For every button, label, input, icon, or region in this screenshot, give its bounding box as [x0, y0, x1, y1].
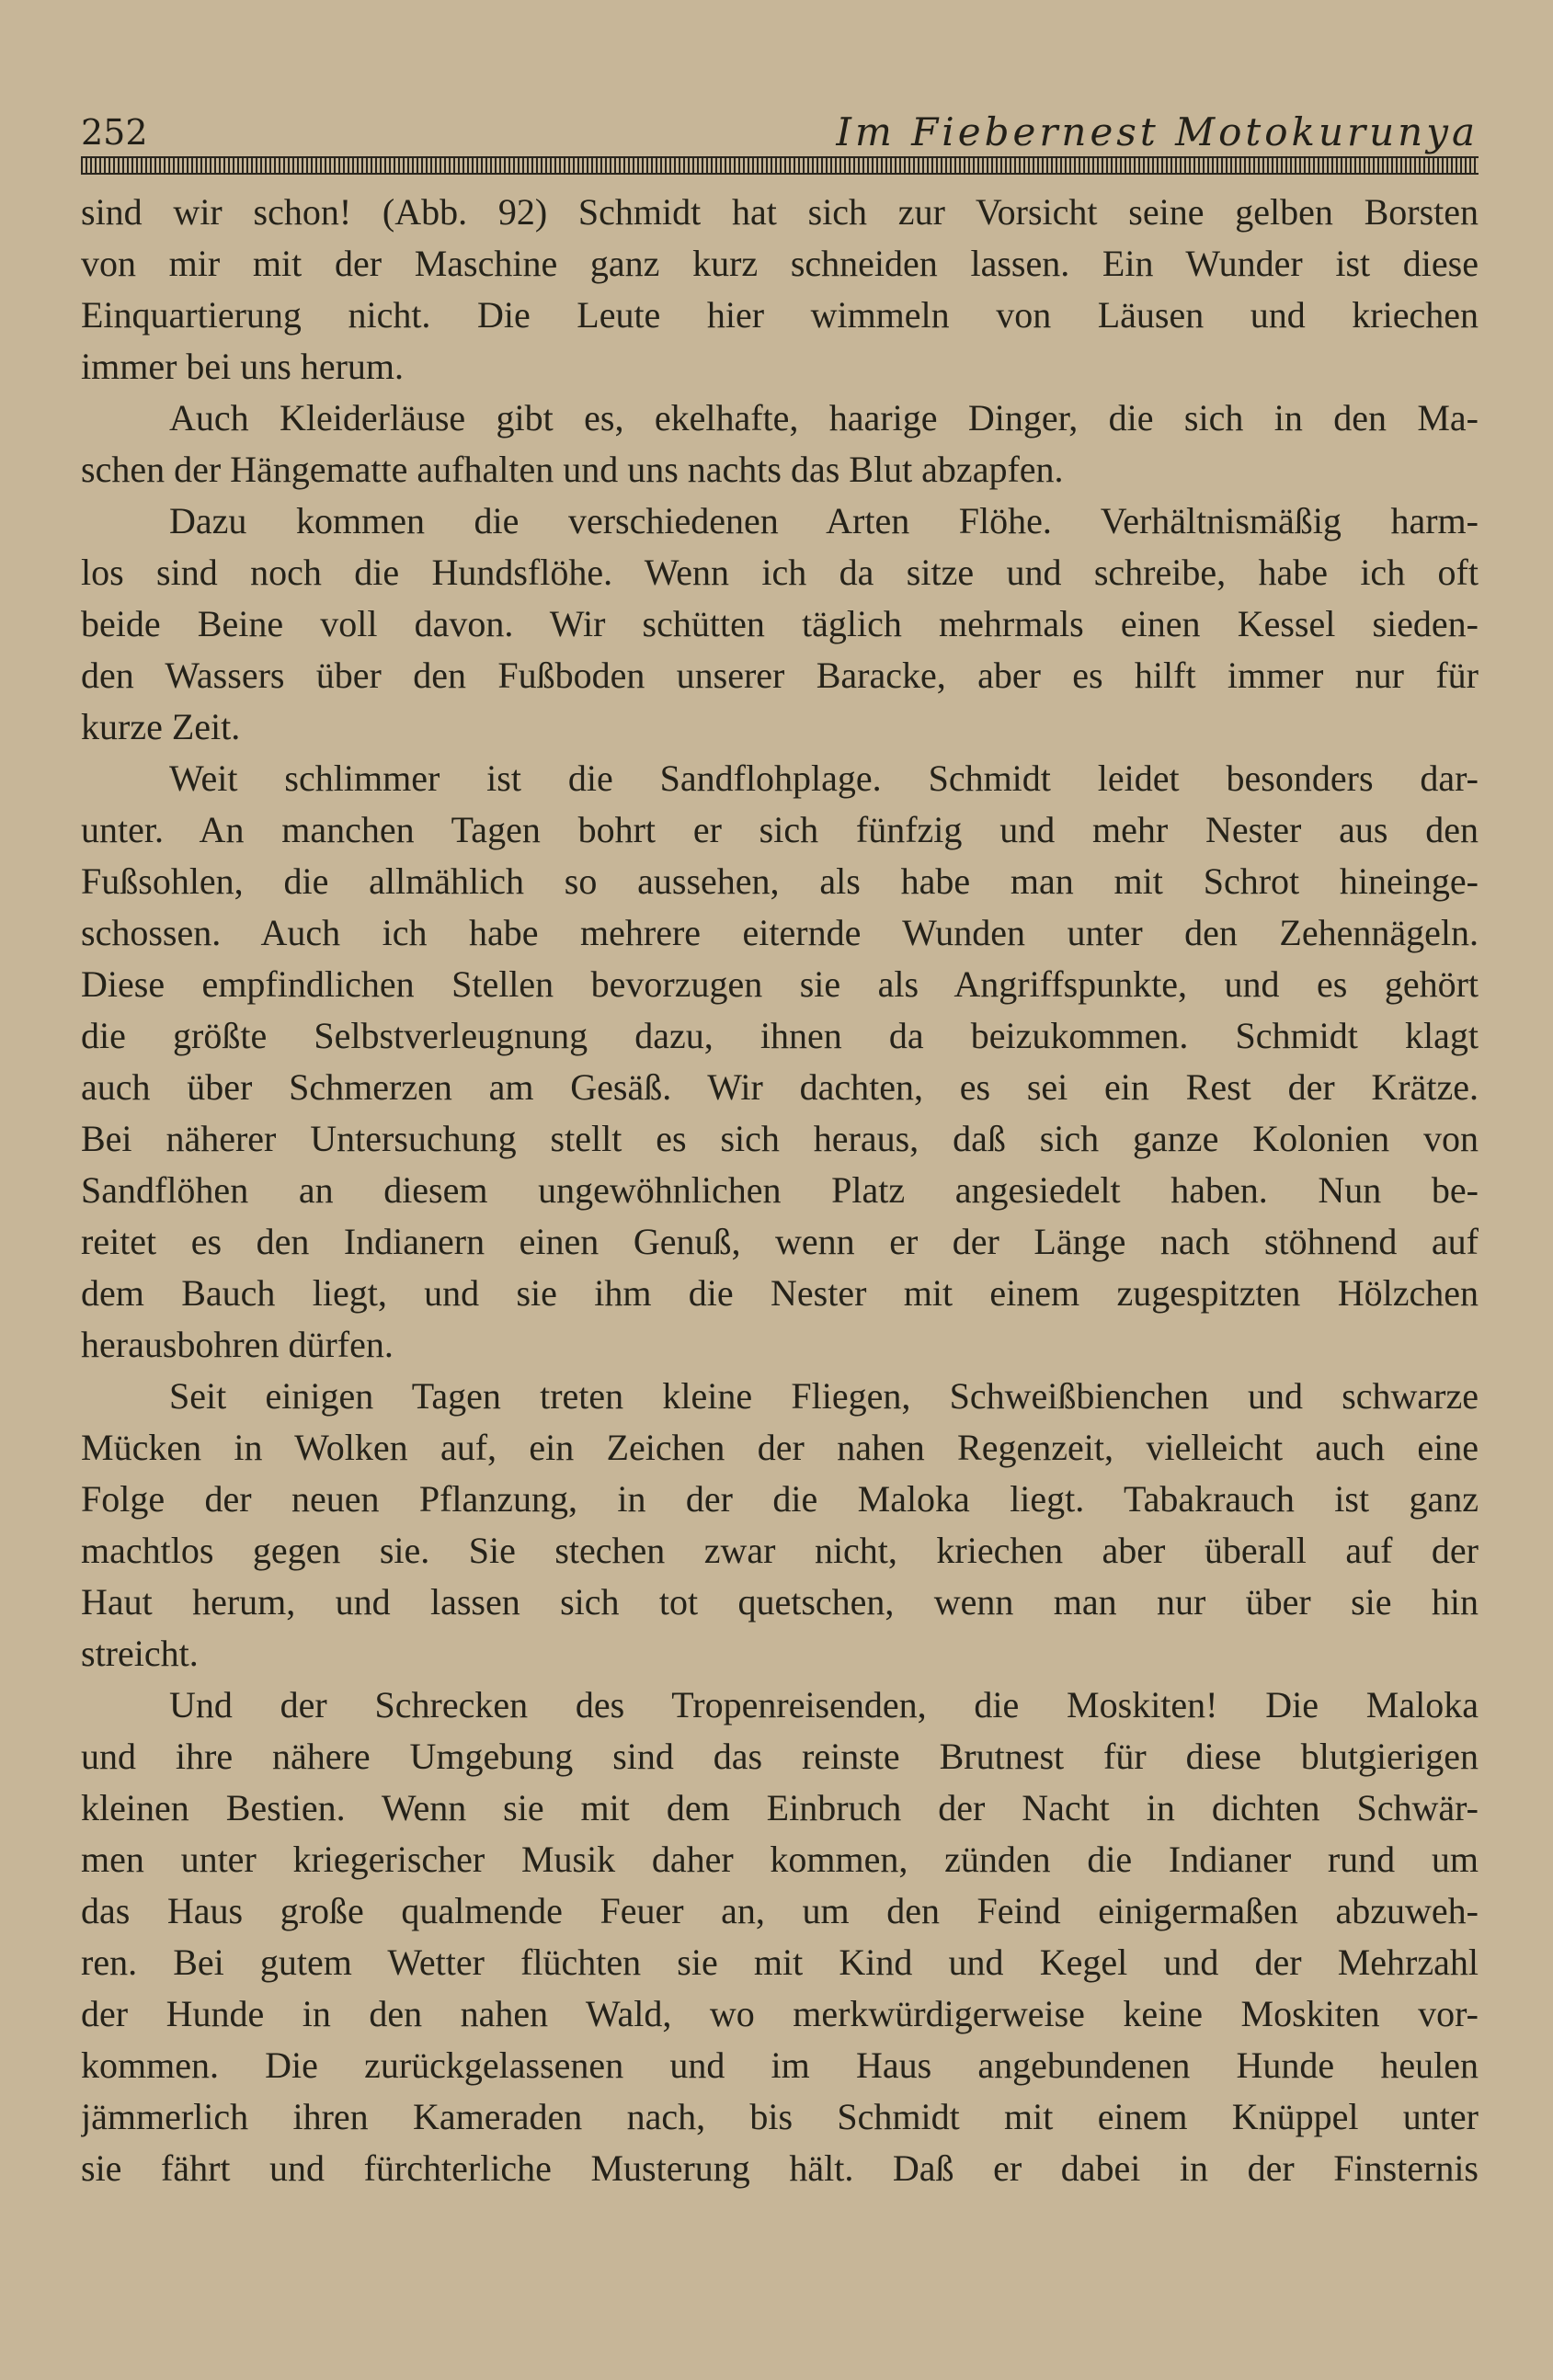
text-line: den Wassers über den Fußboden unserer Baracke, aber es hilft immer nur für	[81, 655, 1479, 696]
text-line: beide Beine voll davon. Wir schütten täglich mehrmals einen Kessel sieden-	[81, 603, 1479, 644]
text-line: der Hunde in den nahen Wald, wo merkwürdigerweise keine Moskiten vor-	[81, 1993, 1479, 2034]
text-line: unter. An manchen Tagen bohrt er sich fünfzig und mehr Nester aus den	[81, 809, 1479, 850]
text-line: Seit einigen Tagen treten kleine Fliegen, Schweißbienchen und schwarze	[169, 1375, 1479, 1417]
header-rule	[81, 156, 1479, 175]
text-line: von mir mit der Maschine ganz kurz schneiden lassen. Ein Wunder ist diese	[81, 243, 1479, 284]
text-line: sind wir schon! (Abb. 92) Schmidt hat sich zur Vorsicht seine gelben Borsten	[81, 191, 1479, 233]
text-line: Einquartierung nicht. Die Leute hier wimmeln von Läusen und kriechen	[81, 294, 1479, 336]
text-line: Mücken in Wolken auf, ein Zeichen der nahen Regenzeit, vielleicht auch eine	[81, 1427, 1479, 1468]
text-line: men unter kriegerischer Musik daher kommen, zünden die Indianer rund um	[81, 1839, 1479, 1880]
text-line: immer bei uns herum.	[81, 346, 405, 387]
text-line: reitet es den Indianern einen Genuß, wenn er der Länge nach stöhnend auf	[81, 1221, 1479, 1262]
text-line: Diese empfindlichen Stellen bevorzugen sie als Angriffspunkte, und es gehört	[81, 963, 1479, 1005]
text-line: Weit schlimmer ist die Sandflohplage. Schmidt leidet besonders dar-	[169, 757, 1479, 799]
text-line: dem Bauch liegt, und sie ihm die Nester mit einem zugespitzten Hölzchen	[81, 1272, 1479, 1314]
text-line: los sind noch die Hundsflöhe. Wenn ich da sitze und schreibe, habe ich oft	[81, 552, 1479, 593]
text-line: streicht.	[81, 1633, 199, 1674]
text-line: jämmerlich ihren Kameraden nach, bis Schmidt mit einem Knüppel unter	[81, 2096, 1479, 2137]
text-line: Sandflöhen an diesem ungewöhnlichen Platz angesiedelt haben. Nun be-	[81, 1169, 1479, 1211]
page-header	[81, 110, 1479, 154]
text-line: Auch Kleiderläuse gibt es, ekelhafte, haarige Dinger, die sich in den Ma-	[169, 397, 1479, 438]
text-line: kleinen Bestien. Wenn sie mit dem Einbruch der Nacht in dichten Schwär-	[81, 1787, 1479, 1828]
text-line: kommen. Die zurückgelassenen und im Haus angebundenen Hunde heulen	[81, 2044, 1479, 2086]
text-line: sie fährt und fürchterliche Musterung hält. Daß er dabei in der Finsternis	[81, 2147, 1479, 2189]
text-line: das Haus große qualmende Feuer an, um den Feind einigermaßen abzuweh-	[81, 1890, 1479, 1931]
text-line: machtlos gegen sie. Sie stechen zwar nicht, kriechen aber überall auf der	[81, 1530, 1479, 1571]
text-line: herausbohren dürfen.	[81, 1324, 394, 1365]
text-line: schen der Hängematte aufhalten und uns nachts das Blut abzapfen.	[81, 449, 1064, 490]
text-line: und ihre nähere Umgebung sind das reinste Brutnest für diese blutgierigen	[81, 1736, 1479, 1777]
body-text	[81, 187, 1479, 2194]
text-line: ren. Bei gutem Wetter flüchten sie mit Kind und Kegel und der Mehrzahl	[81, 1942, 1479, 1983]
text-line: Bei näherer Untersuchung stellt es sich heraus, daß sich ganze Kolonien von	[81, 1118, 1479, 1159]
text-line: Haut herum, und lassen sich tot quetschen, wenn man nur über sie hin	[81, 1581, 1479, 1623]
text-line: auch über Schmerzen am Gesäß. Wir dachten, es sei ein Rest der Krätze.	[81, 1066, 1479, 1108]
text-line: kurze Zeit.	[81, 706, 241, 747]
running-head: Im Fiebernest Motokurunya	[836, 109, 1479, 154]
page-number: 252	[81, 112, 148, 153]
text-line: Fußsohlen, die allmählich so aussehen, als habe man mit Schrot hineinge-	[81, 860, 1479, 902]
text-line: Und der Schrecken des Tropenreisenden, die Moskiten! Die Maloka	[169, 1684, 1479, 1725]
text-line: schossen. Auch ich habe mehrere eiternde Wunden unter den Zehennägeln.	[81, 912, 1479, 953]
text-line: Dazu kommen die verschiedenen Arten Flöhe. Verhältnismäßig harm-	[169, 500, 1479, 541]
text-line: Folge der neuen Pflanzung, in der die Maloka liegt. Tabakrauch ist ganz	[81, 1478, 1479, 1520]
text-line: die größte Selbstverleugnung dazu, ihnen da beizukommen. Schmidt klagt	[81, 1015, 1479, 1056]
